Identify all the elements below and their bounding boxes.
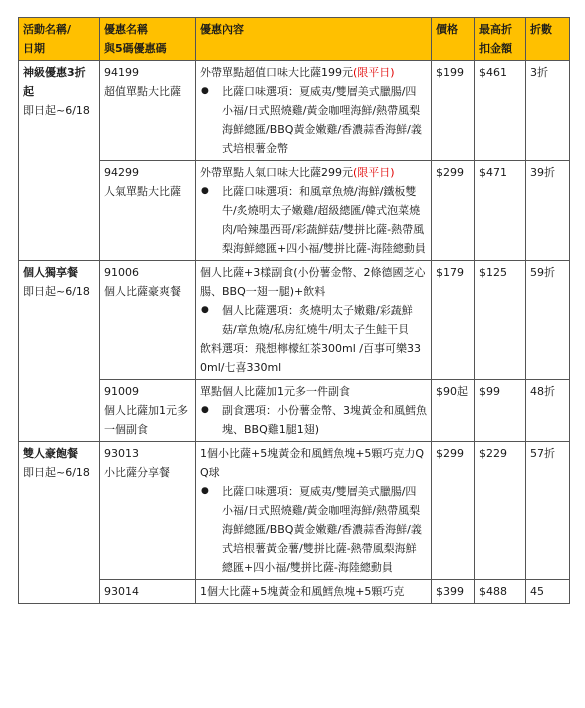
table-row <box>19 61 570 161</box>
content-cell <box>196 61 432 161</box>
rate-cell: 57折 <box>526 442 570 580</box>
bullet-item: ● 個人比薩選項：炙燒明太子嫩雞/彩蔬鮮菇/章魚燒/私房紅燒牛/明太子生鮭干貝 <box>200 301 427 339</box>
table-row <box>19 161 570 261</box>
offer-code: 91009 <box>104 385 139 398</box>
header-offer-name: 優惠名稱 與5碼優惠碼 <box>100 18 196 61</box>
price-cell: $90起 <box>432 380 475 442</box>
drink-options: 飲料選項：飛想檸檬紅茶300ml /百事可樂330ml/七喜330ml <box>200 342 421 374</box>
max-discount-cell: $471 <box>475 161 526 261</box>
offer-code: 94199 <box>104 66 139 79</box>
content-line: 1個大比薩+5塊黃金和風鱈魚塊+5顆巧克 <box>200 585 405 598</box>
offer-code: 91006 <box>104 266 139 279</box>
bullet-item: ● 比薩口味選項：夏威夷/雙層美式臘腸/四小福/日式照燒雞/黃金咖哩海鮮/熱帶風梨海鮮總匯/BBQ黃金嫩雞/香濃蒜香海鮮/義式培根薯黃金薯/雙拼比薩-熱帶風梨海鮮總匯+四小福/雙拼比薩-海陸總動員 <box>200 482 427 577</box>
content-cell <box>196 442 432 580</box>
content-line: 外帶單點超值口味大比薩199元 <box>200 66 353 79</box>
offer-title: 個人比薩加1元多一個副食 <box>104 404 188 436</box>
offer-title: 人氣單點大比薩 <box>104 185 181 198</box>
offer-title: 超值單點大比薩 <box>104 85 181 98</box>
content-line: 個人比薩+3樣副食(小份薯金幣、2條德國芝心腸、BBQ一翅一腿)+飲料 <box>200 266 426 298</box>
group-cell <box>19 261 100 442</box>
header-price: 價格 <box>432 18 475 61</box>
offer-cell <box>100 580 196 604</box>
offer-title: 個人比薩豪爽餐 <box>104 285 181 298</box>
offer-cell <box>100 442 196 580</box>
table-row <box>19 380 570 442</box>
max-discount-cell: $99 <box>475 380 526 442</box>
offer-code: 93014 <box>104 585 139 598</box>
rate-cell: 45 <box>526 580 570 604</box>
content-line: 1個小比薩+5塊黃金和風鱈魚塊+5顆巧克力QQ球 <box>200 447 425 479</box>
rate-cell: 3折 <box>526 61 570 161</box>
rate-cell: 48折 <box>526 380 570 442</box>
content-line: 單點個人比薩加1元多一件副食 <box>200 385 350 398</box>
table-row <box>19 580 570 604</box>
group-name: 神級優惠3折起 <box>23 66 86 98</box>
group-cell <box>19 61 100 261</box>
promo-table <box>18 17 570 604</box>
max-discount-cell: $125 <box>475 261 526 380</box>
price-cell: $299 <box>432 442 475 580</box>
price-cell: $399 <box>432 580 475 604</box>
content-cell <box>196 580 432 604</box>
bullet-item: ● 比薩口味選項：和風章魚燒/海鮮/鐵板雙牛/炙燒明太子嫩雞/超級總匯/韓式泡菜燒肉/哈辣墨西哥/彩蔬鮮菇/雙拼比薩-熱帶風梨海鮮總匯+四小福/雙拼比薩-海陸總動員 <box>200 182 427 258</box>
offer-cell <box>100 380 196 442</box>
content-cell <box>196 261 432 380</box>
header-activity: 活動名稱/ 日期 <box>19 18 100 61</box>
rate-cell: 39折 <box>526 161 570 261</box>
header-max-discount: 最高折 扣金額 <box>475 18 526 61</box>
offer-cell <box>100 261 196 380</box>
max-discount-cell: $461 <box>475 61 526 161</box>
price-cell: $199 <box>432 61 475 161</box>
price-cell: $299 <box>432 161 475 261</box>
max-discount-cell: $229 <box>475 442 526 580</box>
group-date: 即日起~6/18 <box>23 104 90 117</box>
content-cell <box>196 380 432 442</box>
content-line: 外帶單點人氣口味大比薩299元 <box>200 166 353 179</box>
offer-cell <box>100 61 196 161</box>
price-cell: $179 <box>432 261 475 380</box>
group-name: 個人獨享餐 <box>23 266 78 279</box>
group-name: 雙人豪飽餐 <box>23 447 78 460</box>
group-date: 即日起~6/18 <box>23 285 90 298</box>
bullet-item: ● 副食選項：小份薯金幣、3塊黃金和風鱈魚塊、BBQ雞1腿1翅) <box>200 401 427 439</box>
content-cell <box>196 161 432 261</box>
offer-title: 小比薩分享餐 <box>104 466 170 479</box>
offer-cell <box>100 161 196 261</box>
header-offer-content: 優惠內容 <box>196 18 432 61</box>
bullet-item: ● 比薩口味選項：夏威夷/雙層美式臘腸/四小福/日式照燒雞/黃金咖哩海鮮/熱帶風梨海鮮總匯/BBQ黃金嫩雞/香濃蒜香海鮮/義式培根薯金幣 <box>200 82 427 158</box>
weekday-only-badge: (限平日) <box>353 166 395 179</box>
offer-code: 94299 <box>104 166 139 179</box>
group-cell <box>19 442 100 604</box>
header-row <box>19 18 570 61</box>
weekday-only-badge: (限平日) <box>353 66 395 79</box>
max-discount-cell: $488 <box>475 580 526 604</box>
table-row <box>19 261 570 380</box>
group-date: 即日起~6/18 <box>23 466 90 479</box>
table-row <box>19 442 570 580</box>
offer-code: 93013 <box>104 447 139 460</box>
header-discount-rate: 折數 <box>526 18 570 61</box>
promo-table-wrapper <box>18 17 569 604</box>
rate-cell: 59折 <box>526 261 570 380</box>
